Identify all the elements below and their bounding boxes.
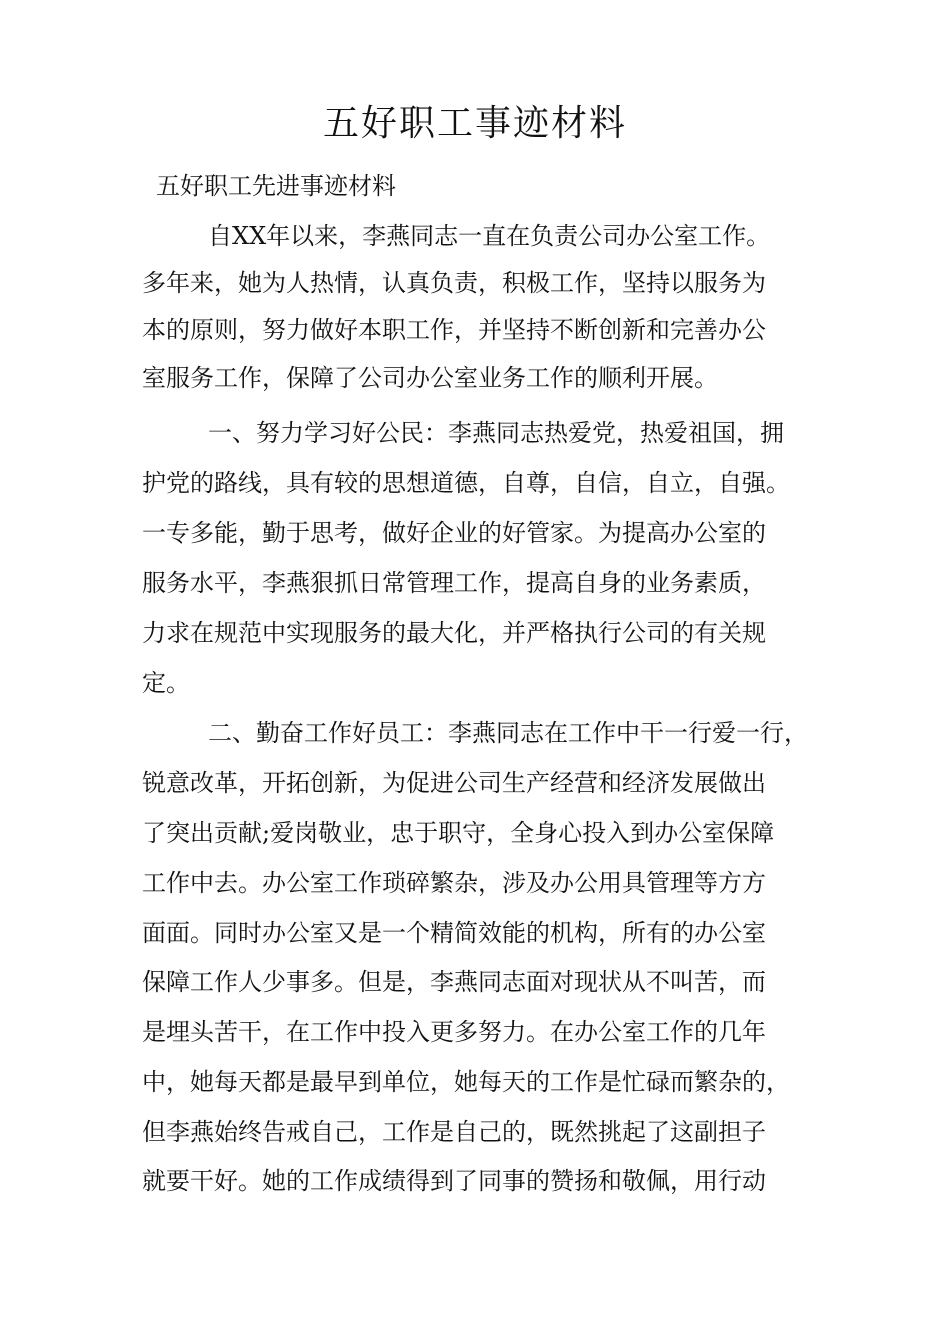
body-line: 自XX年以来，李燕同志一直在负责公司办公室工作。 <box>208 222 771 250</box>
body-line: 室服务工作，保障了公司办公室业务工作的顺利开展。 <box>142 364 718 392</box>
body-line: 锐意改革，开拓创新，为促进公司生产经营和经济发展做出 <box>142 769 766 797</box>
body-line: 是埋头苦干，在工作中投入更多努力。在办公室工作的几年 <box>142 1018 766 1046</box>
body-line: 面面。同时办公室又是一个精简效能的机构，所有的办公室 <box>142 919 766 947</box>
body-line: 中，她每天都是最早到单位，她每天的工作是忙碌而繁杂的， <box>142 1068 790 1096</box>
document-title: 五好职工事迹材料 <box>322 103 627 144</box>
body-line: 二、勤奋工作好员工：李燕同志在工作中干一行爱一行， <box>208 719 808 747</box>
body-line: 多年来，她为人热情，认真负责，积极工作，坚持以服务为 <box>142 269 766 297</box>
body-line: 力求在规范中实现服务的最大化，并严格执行公司的有关规 <box>142 619 766 647</box>
body-line: 保障工作人少事多。但是，李燕同志面对现状从不叫苦，而 <box>142 968 766 996</box>
body-line: 就要干好。她的工作成绩得到了同事的赞扬和敬佩，用行动 <box>142 1167 766 1195</box>
body-line: 护党的路线，具有较的思想道德，自尊，自信，自立，自强。 <box>142 469 790 497</box>
body-line: 本的原则，努力做好本职工作，并坚持不断创新和完善办公 <box>142 316 766 344</box>
body-line: 了突出贡献;爱岗敬业，忠于职守，全身心投入到办公室保障 <box>142 819 775 847</box>
body-line: 工作中去。办公室工作琐碎繁杂，涉及办公用具管理等方方 <box>142 869 766 897</box>
document-subtitle: 五好职工先进事迹材料 <box>156 172 396 200</box>
body-line: 定。 <box>142 669 190 697</box>
body-line: 一专多能，勤于思考，做好企业的好管家。为提高办公室的 <box>142 519 766 547</box>
body-line: 服务水平，李燕狠抓日常管理工作，提高自身的业务素质， <box>142 569 766 597</box>
body-line: 一、努力学习好公民：李燕同志热爱党，热爱祖国，拥 <box>208 419 784 447</box>
body-line: 但李燕始终告戒自己，工作是自己的，既然挑起了这副担子 <box>142 1118 766 1146</box>
